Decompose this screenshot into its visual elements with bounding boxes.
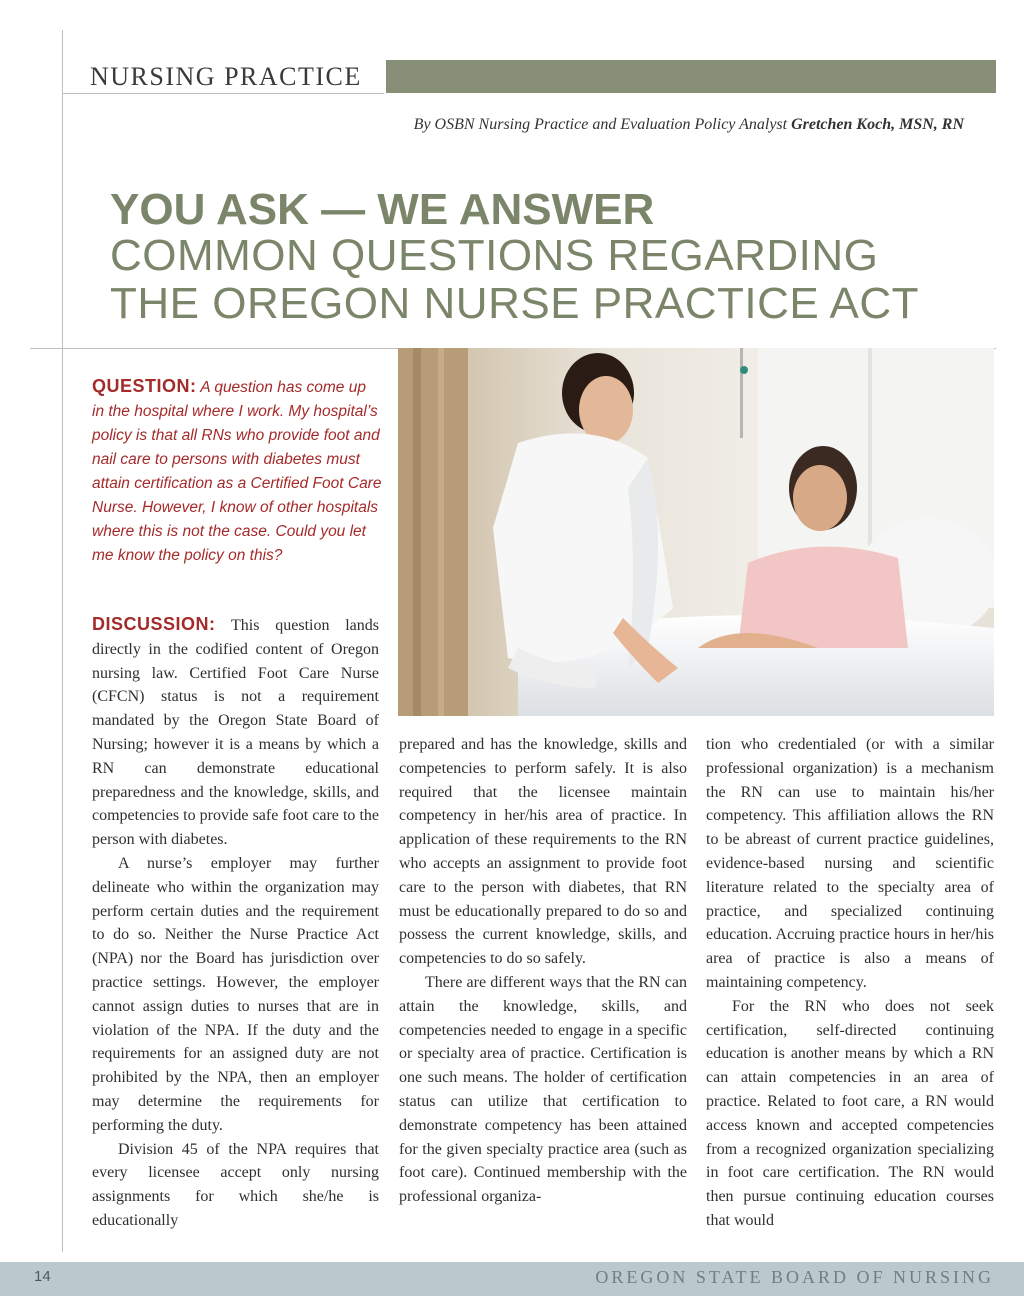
header-rule xyxy=(62,93,384,94)
byline xyxy=(414,116,964,134)
column2-paragraph-2: There are different ways that the RN can attain the knowledge, skills, and competencies needed to engage in a specific or specialty area of practice. Certification is one such means. The holder of certification status can utilize that certification to demonstrate competency has been attained for the given specialty practice area (such as foot care). Continued membership with the professional organiza- xyxy=(399,973,687,1206)
byline-author: Gretchen Koch, MSN, RN xyxy=(791,116,964,133)
column3-paragraph-2: For the RN who does not seek certification, self-directed continuing education is another means by which a RN can attain competencies in an area of practice. Related to foot care, a RN would access known and accepted competencies from a recognized organization specializing in foot care certification. The RN would then pursue continuing education courses that would xyxy=(706,997,994,1229)
discussion-paragraph-3: Division 45 of the NPA requires that every licensee accept only nursing assignments for which she/he is educationally xyxy=(92,1140,379,1229)
discussion-paragraph-2: A nurse’s employer may further delineate who within the organization may perform certain duties and the requirement to do so. Neither the Nurse Practice Act (NPA) nor the Board has jurisdiction over practice settings. However, the employer cannot assign duties to nurses that are in violation of the NPA. If the duty and the requirements for an assigned duty are not prohibited by the NPA, then an employer may determine the requirements for performing the duty. xyxy=(92,854,379,1134)
header-accent-bar xyxy=(386,60,996,93)
question-label: QUESTION: xyxy=(92,376,197,396)
byline-prefix: By OSBN Nursing Practice and Evaluation Policy Analyst xyxy=(413,116,788,133)
question-text: A question has come up in the hospital where I work. My hospital’s policy is that all RNs who provide foot and nail care to persons with diabetes must attain certification as a Certified Foot Care Nurse. However, I know of other hospitals where this is not the case. Could you let me know the policy on this? xyxy=(92,379,382,564)
discussion-paragraph-1-text: This question lands directly in the codified content of Oregon nursing law. Certified Foot Care Nurse (CFCN) status is not a requirement mandated by the Oregon State Board of Nursing; however it is a means by which a RN can demonstrate educational preparedness and the knowledge, skills, and competencies to provide safe foot care to the person with diabetes. xyxy=(92,617,380,849)
column2-paragraph-1: prepared and has the knowledge, skills and competencies to perform safely. It is also required that the licensee maintain competency in her/his area of practice. In application of these requirements to the RN who accepts an assignment to provide foot care to the person with diabetes, that RN must be educationally prepared to do so and possess the current knowledge, skills, and competencies to do so safely. xyxy=(399,736,687,968)
article-subtitle-line2: THE OREGON NURSE PRACTICE ACT xyxy=(110,279,920,328)
footer-organization: OREGON STATE BOARD OF NURSING xyxy=(595,1267,994,1287)
body-column-3 xyxy=(706,733,994,1233)
section-label: NURSING PRACTICE xyxy=(90,62,362,91)
discussion-label: DISCUSSION: xyxy=(92,614,216,634)
column3-paragraph-1: tion who credentialed (or with a similar professional organization) is a mechanism the RN can use to maintain his/her competency. This affiliation allows the RN to be abreast of current practice guidelines, evidence-based nursing and scientific literature related to the specialty area of practice, and specialized continuing education. Accruing practice hours in her/his area of practice is also a means of maintaining competency. xyxy=(706,736,994,991)
page-number: 14 xyxy=(34,1268,51,1285)
article-subtitle-line1: COMMON QUESTIONS REGARDING xyxy=(110,231,879,280)
discussion-paragraph-1 xyxy=(92,613,379,852)
body-column-1 xyxy=(92,613,379,1233)
left-margin-rule xyxy=(62,30,63,1252)
article-title: YOU ASK — WE ANSWER xyxy=(110,185,655,234)
question-block xyxy=(92,374,382,568)
body-column-2 xyxy=(399,733,687,1209)
nurse-patient-photo xyxy=(398,348,994,716)
